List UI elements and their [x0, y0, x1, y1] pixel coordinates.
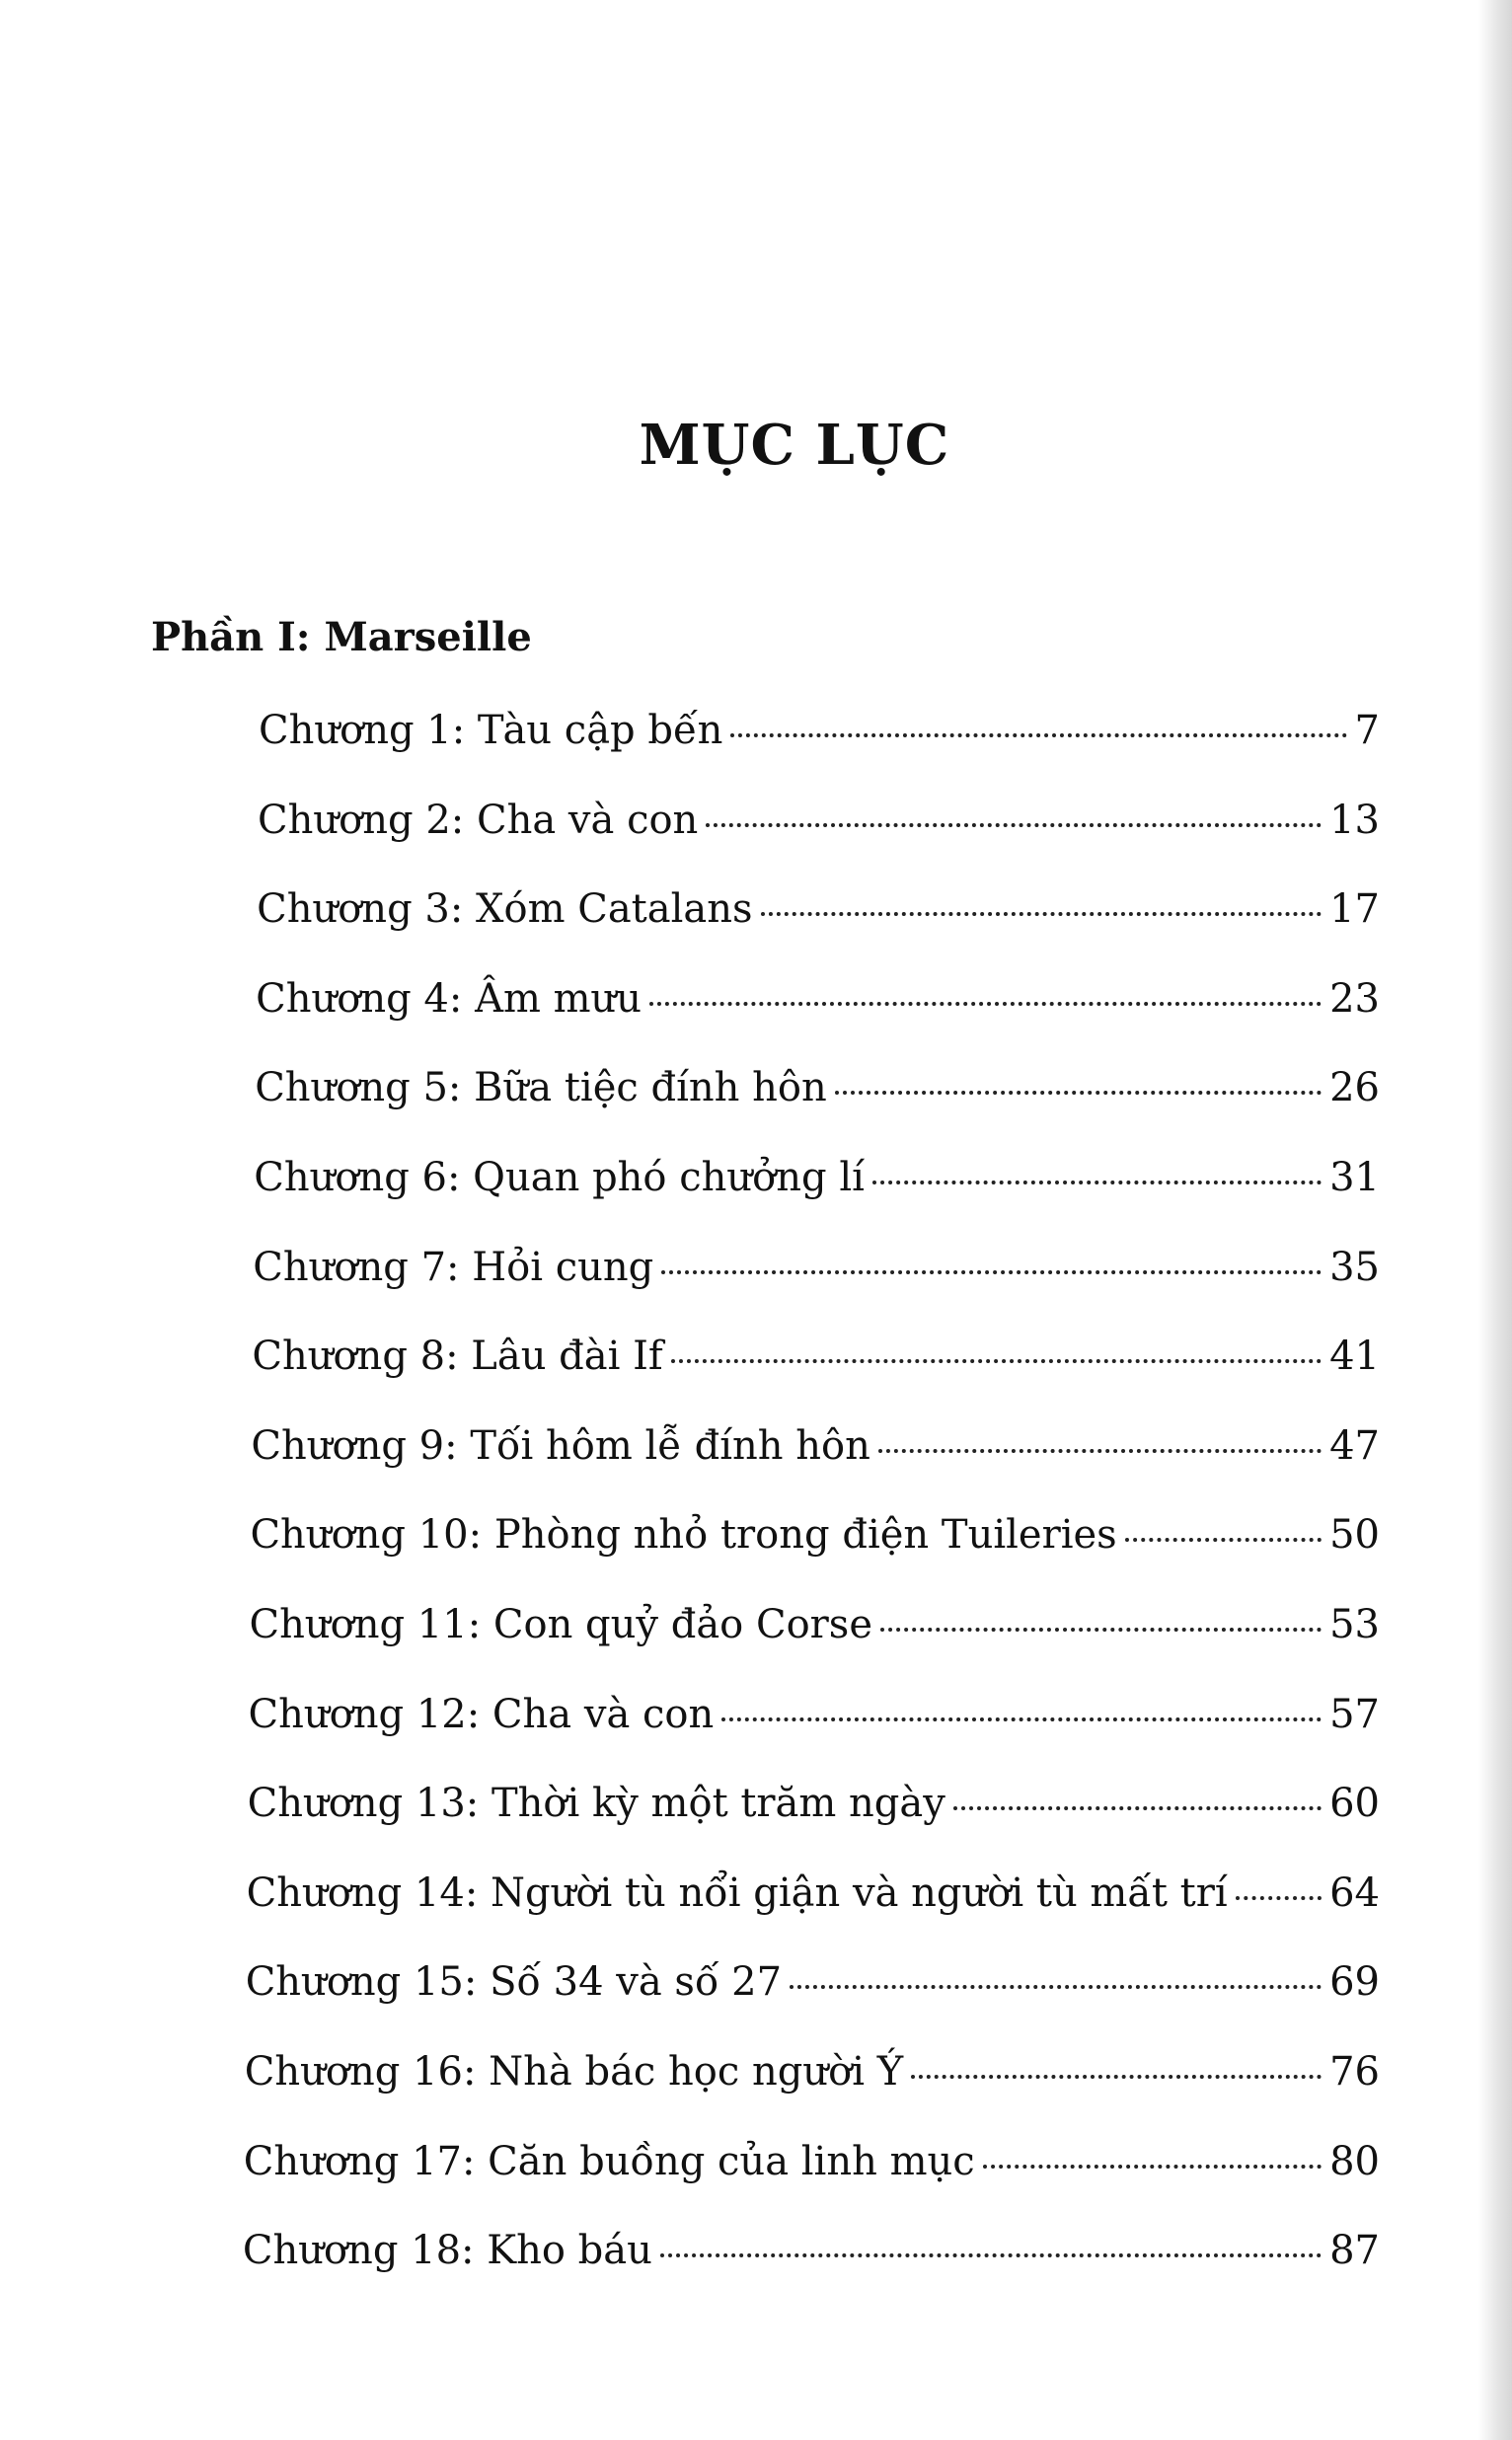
chapter-title: Chương 3: Xóm Catalans: [257, 886, 753, 933]
dot-leader: [649, 1002, 1322, 1006]
page-number: 7: [1354, 708, 1380, 753]
chapter-title: Chương 16: Nhà bác học người Ý: [244, 2049, 904, 2095]
page-number: 26: [1329, 1065, 1380, 1111]
toc-row-chapter-18: [243, 2223, 1380, 2278]
chapter-title: Chương 17: Căn buồng của linh mục: [243, 2138, 975, 2184]
toc-row-chapter-17: [244, 2134, 1380, 2189]
dot-leader: [790, 1985, 1322, 1989]
dot-leader: [706, 823, 1322, 827]
chapter-title: Chương 6: Quan phó chưởng lí: [254, 1155, 865, 1200]
dot-leader: [911, 2075, 1322, 2079]
part-heading: Phần I: Marseille: [151, 614, 532, 660]
dot-leader: [721, 1717, 1322, 1721]
chapter-title: Chương 5: Bữa tiệc đính hôn: [255, 1065, 827, 1111]
toc-row-chapter-5: [255, 1060, 1380, 1115]
toc-row-chapter-3: [257, 881, 1380, 937]
chapter-title: Chương 1: Tàu cập bến: [259, 708, 723, 753]
toc-row-chapter-9: [251, 1418, 1380, 1474]
dot-leader: [880, 1628, 1322, 1632]
chapter-title: Chương 12: Cha và con: [248, 1691, 715, 1737]
page-number: 87: [1329, 2228, 1380, 2274]
chapter-title: Chương 7: Hỏi cung: [253, 1244, 654, 1290]
page-number: 60: [1329, 1781, 1380, 1827]
page-number: 35: [1329, 1244, 1380, 1290]
page-number: 76: [1329, 2049, 1380, 2095]
toc-row-chapter-16: [245, 2044, 1380, 2099]
toc-row-chapter-6: [254, 1150, 1380, 1205]
toc-row-chapter-2: [258, 793, 1380, 848]
dot-leader: [1125, 1538, 1322, 1542]
toc-row-chapter-10: [250, 1507, 1380, 1563]
dot-leader: [983, 2165, 1322, 2169]
page-number: 50: [1329, 1512, 1380, 1559]
toc-row-chapter-14: [247, 1866, 1380, 1921]
toc-row-chapter-7: [253, 1240, 1380, 1295]
toc-row-chapter-1: [259, 703, 1380, 758]
dot-leader: [661, 1270, 1322, 1274]
page-title: MỤC LỤC: [639, 413, 950, 478]
toc-row-chapter-12: [249, 1687, 1380, 1742]
dot-leader: [761, 912, 1323, 916]
chapter-title: Chương 14: Người tù nổi giận và người tù mất trí: [246, 1869, 1228, 1916]
page-number: 53: [1329, 1602, 1380, 1647]
chapter-title: Chương 2: Cha và con: [258, 797, 699, 843]
chapter-title: Chương 10: Phòng nhỏ trong điện Tuileries: [250, 1512, 1117, 1559]
chapter-title: Chương 13: Thời kỳ một trăm ngày: [247, 1781, 945, 1827]
dot-leader: [835, 1091, 1322, 1095]
dot-leader: [872, 1181, 1322, 1184]
toc-row-chapter-15: [246, 1954, 1380, 2010]
page-number: 64: [1329, 1869, 1380, 1916]
chapter-title: Chương 8: Lâu đài If: [252, 1334, 663, 1380]
dot-leader: [660, 2253, 1322, 2257]
page-number: 47: [1329, 1422, 1380, 1469]
dot-leader: [730, 733, 1346, 737]
toc-row-chapter-11: [250, 1597, 1381, 1652]
toc-row-chapter-4: [256, 971, 1380, 1027]
chapter-title: Chương 9: Tối hôm lễ đính hôn: [251, 1422, 870, 1469]
page-number: 69: [1329, 1959, 1380, 2006]
page-number: 17: [1329, 886, 1380, 933]
toc-row-chapter-13: [248, 1776, 1380, 1831]
dot-leader: [1236, 1896, 1322, 1900]
page-number: 23: [1329, 975, 1380, 1022]
dot-leader: [671, 1359, 1322, 1363]
page-number: 80: [1329, 2138, 1380, 2184]
dot-leader: [953, 1806, 1322, 1810]
page-number: 13: [1329, 797, 1380, 843]
page-number: 57: [1329, 1691, 1380, 1737]
page-number: 41: [1329, 1334, 1380, 1380]
chapter-title: Chương 18: Kho báu: [242, 2228, 652, 2274]
dot-leader: [878, 1449, 1322, 1453]
page-number: 31: [1329, 1155, 1380, 1200]
toc-row-chapter-8: [252, 1329, 1380, 1384]
chapter-title: Chương 11: Con quỷ đảo Corse: [249, 1602, 872, 1647]
chapter-title: Chương 15: Số 34 và số 27: [245, 1959, 783, 2006]
chapter-title: Chương 4: Âm mưu: [256, 975, 643, 1022]
